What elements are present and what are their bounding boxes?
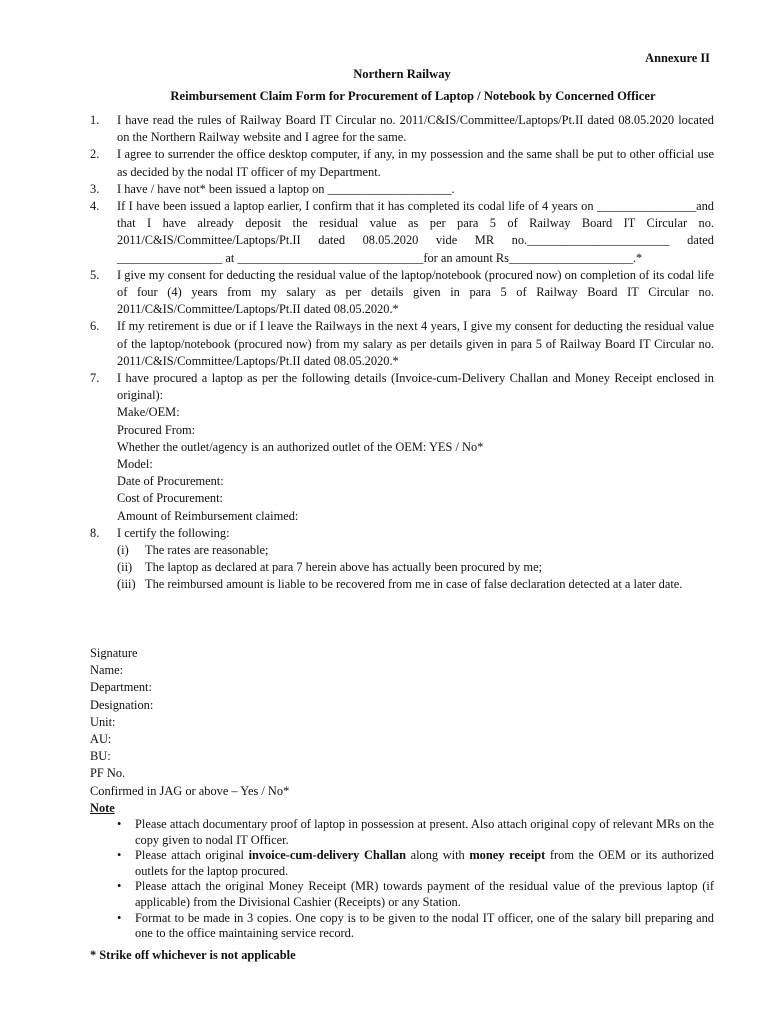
sub-text: The rates are reasonable; bbox=[145, 543, 269, 558]
au-field: AU: bbox=[90, 732, 112, 747]
item-text: I have / have not* been issued a laptop on ____________________. bbox=[117, 181, 455, 196]
jag-confirmation-field: Confirmed in JAG or above – Yes / No* bbox=[90, 783, 290, 798]
declaration-item-6 bbox=[90, 318, 714, 370]
declaration-item-4 bbox=[90, 198, 714, 267]
department-field: Department: bbox=[90, 680, 152, 695]
note-bold-receipt: money receipt bbox=[469, 848, 546, 863]
detail-amount: Amount of Reimbursement claimed: bbox=[117, 508, 299, 523]
item-text: If I have been issued a laptop earlier, I confirm that it has completed its codal life of 4 years on ________________and that I have already deposit the residual value as per para 5 of Railway Board IT Circular no. 2011/C&IS/Committee/Laptops/Pt.II dated 08.05.2020 vide MR no._______________________ dated _________________ at ______________________________for an amount Rs____________________.* bbox=[117, 199, 714, 265]
bullet-icon: • bbox=[117, 879, 122, 894]
organization-title: Northern Railway bbox=[353, 67, 451, 81]
declaration-item-3 bbox=[90, 181, 714, 198]
certify-sub-item bbox=[117, 559, 714, 576]
detail-procured-from: Procured From: bbox=[117, 422, 196, 437]
note-bold-challan: invoice-cum-delivery Challan bbox=[248, 848, 406, 863]
sub-number: (iii) bbox=[117, 577, 136, 592]
note-text: Please attach original bbox=[135, 848, 249, 863]
item-number: 4. bbox=[90, 199, 100, 214]
item-text: I have read the rules of Railway Board IT Circular no. 2011/C&IS/Committee/Laptops/Pt.II dated 08.05.2020 located on the Northern Railway website and I agree for the same. bbox=[117, 113, 714, 145]
sub-text: The laptop as declared at para 7 herein above has actually been procured by me; bbox=[145, 560, 543, 575]
note-bullet-1 bbox=[90, 817, 714, 848]
note-bullet-3 bbox=[90, 879, 714, 910]
bullet-icon: • bbox=[117, 848, 122, 863]
bu-field: BU: bbox=[90, 749, 111, 764]
detail-date: Date of Procurement: bbox=[117, 474, 224, 489]
item-number: 5. bbox=[90, 267, 100, 282]
item-text: I have procured a laptop as per the following details (Invoice-cum-Delivery Challan and Money Receipt enclosed in original): bbox=[117, 371, 714, 403]
detail-make: Make/OEM: bbox=[117, 405, 180, 420]
note-text: from the OEM or its authorized outlets for the laptop procured. bbox=[135, 848, 714, 878]
item-text: If my retirement is due or if I leave the Railways in the next 4 years, I give my consent for deducting the residual value of the laptop/notebook (procured now) from my salary as per details given in para 5 of Railway Board IT Circular no. 2011/C&IS/Committee/Laptops/Pt.II dated 08.05.2020.* bbox=[117, 319, 714, 368]
annexure-label: Annexure II bbox=[645, 51, 710, 65]
sub-number: (i) bbox=[117, 543, 129, 558]
item-number: 3. bbox=[90, 181, 100, 196]
declaration-list bbox=[90, 112, 714, 594]
note-bullet-2 bbox=[90, 848, 714, 879]
unit-field: Unit: bbox=[90, 714, 116, 729]
detail-model: Model: bbox=[117, 457, 153, 472]
strike-off-footnote: * Strike off whichever is not applicable bbox=[90, 947, 296, 962]
detail-authorized-outlet: Whether the outlet/agency is an authorized outlet of the OEM: YES / No* bbox=[117, 439, 484, 454]
signature-block bbox=[90, 645, 714, 964]
item-number: 7. bbox=[90, 371, 100, 386]
designation-field: Designation: bbox=[90, 697, 154, 712]
bullet-icon: • bbox=[117, 910, 122, 925]
item-text: I give my consent for deducting the residual value of the laptop/notebook (procured now) on completion of its codal life of four (4) years from my salary as per details given in para 5 of Railway Board IT Circular no. 2011/C&IS/Committee/Laptops/Pt.II dated 08.05.2020.* bbox=[117, 267, 714, 317]
item-number: 8. bbox=[90, 525, 100, 540]
certify-sub-item bbox=[117, 576, 714, 593]
item-number: 1. bbox=[90, 113, 100, 127]
bullet-icon: • bbox=[117, 817, 122, 832]
note-text: Format to be made in 3 copies. One copy is to be given to the nodal IT officer, one of the salary bill preparing and one to the office maintaining service record. bbox=[135, 910, 714, 941]
declaration-item-5 bbox=[90, 267, 714, 319]
note-text: along with bbox=[405, 848, 470, 863]
pf-no-field: PF No. bbox=[90, 766, 126, 781]
note-text: Please attach documentary proof of laptop in possession at present. Also attach original copy of relevant MRs on the copy given to nodal IT Officer. bbox=[135, 817, 714, 847]
sub-text: The reimbursed amount is liable to be recovered from me in case of false declaration detected at a later date. bbox=[145, 577, 683, 592]
name-field: Name: bbox=[90, 663, 124, 678]
note-heading: Note bbox=[90, 800, 115, 815]
item-number: 2. bbox=[90, 147, 100, 162]
form-title: Reimbursement Claim Form for Procurement of Laptop / Notebook by Concerned Officer bbox=[170, 89, 656, 103]
item-text: I agree to surrender the office desktop computer, if any, in my possession and the same shall be put to other official use as decided by the nodal IT officer of my Department. bbox=[117, 147, 714, 179]
item-text: I certify the following: bbox=[117, 525, 230, 540]
detail-cost: Cost of Procurement: bbox=[117, 491, 223, 506]
certify-sub-item bbox=[117, 542, 714, 559]
sub-number: (ii) bbox=[117, 560, 133, 575]
declaration-item-1 bbox=[90, 112, 714, 146]
item-number: 6. bbox=[90, 319, 100, 334]
declaration-item-2 bbox=[90, 146, 714, 180]
note-text: Please attach the original Money Receipt (MR) towards payment of the residual value of the previous laptop (if applicable) from the Divisional Cashier (Receipts) or any Station. bbox=[135, 879, 714, 909]
declaration-item-7 bbox=[90, 370, 714, 525]
note-bullet-4 bbox=[90, 911, 714, 942]
signature-field: Signature bbox=[90, 646, 138, 660]
declaration-item-8 bbox=[90, 525, 714, 594]
